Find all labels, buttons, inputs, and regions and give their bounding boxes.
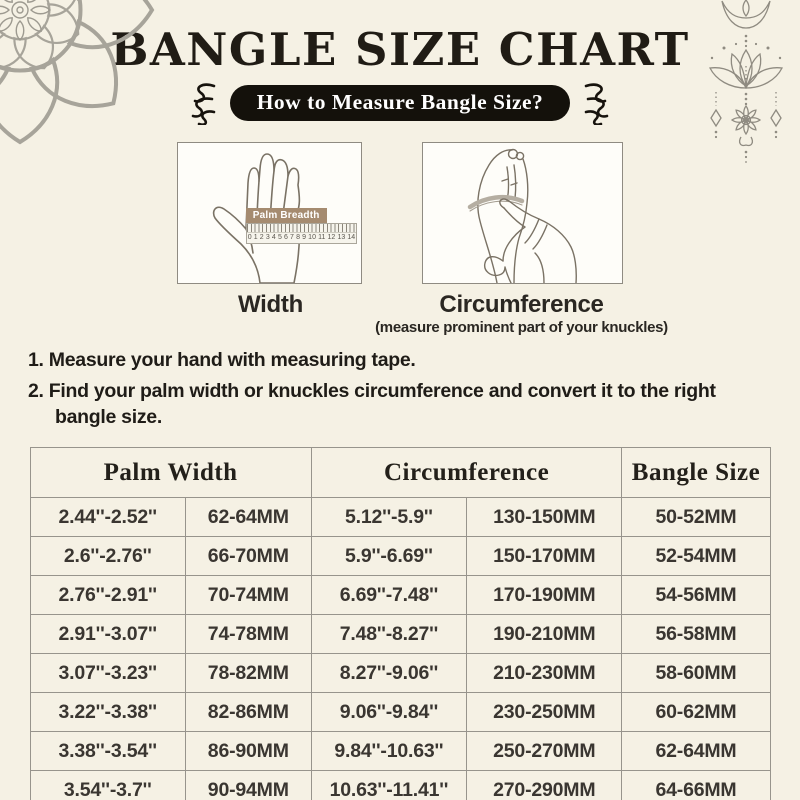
table-cell: 10.63''-11.41''	[311, 771, 466, 800]
ruler-number: 6	[283, 233, 288, 241]
ruler-number: 9	[302, 233, 307, 241]
table-row	[30, 615, 770, 654]
size-table	[30, 447, 771, 800]
table-cell: 210-230MM	[467, 654, 622, 693]
circumference-header: Circumference	[311, 448, 622, 498]
ruler-number: 4	[271, 233, 276, 241]
how-to-measure-badge: How to Measure Bangle Size?	[230, 85, 571, 121]
table-cell: 150-170MM	[467, 537, 622, 576]
table-row	[30, 537, 770, 576]
ruler-number: 13	[337, 233, 346, 241]
ruler-number: 7	[290, 233, 294, 241]
ruler-number: 11	[318, 233, 326, 241]
table-cell: 3.54''-3.7''	[30, 771, 185, 800]
ruler-numbers	[247, 233, 357, 243]
ruler-ticks	[247, 224, 357, 233]
circumference-caption: Circumference	[439, 291, 604, 319]
table-cell: 2.91''-3.07''	[30, 615, 185, 654]
table-cell: 86-90MM	[185, 732, 311, 771]
table-cell: 170-190MM	[467, 576, 622, 615]
caption-row	[0, 291, 800, 337]
table-cell: 130-150MM	[467, 498, 622, 537]
table-cell: 9.06''-9.84''	[311, 693, 466, 732]
table-cell: 9.84''-10.63''	[311, 732, 466, 771]
table-cell: 3.07''-3.23''	[30, 654, 185, 693]
palm-breadth-label: Palm Breadth	[246, 208, 327, 223]
table-cell: 54-56MM	[622, 576, 770, 615]
table-cell: 64-66MM	[622, 771, 770, 800]
table-row	[30, 576, 770, 615]
table-row	[30, 498, 770, 537]
table-cell: 52-54MM	[622, 537, 770, 576]
table-row	[30, 693, 770, 732]
table-cell: 66-70MM	[185, 537, 311, 576]
page-title: BANGLE SIZE CHART	[110, 23, 690, 76]
table-cell: 56-58MM	[622, 615, 770, 654]
table-header-row	[30, 448, 770, 498]
bangle-size-header: Bangle Size	[622, 448, 770, 498]
table-cell: 250-270MM	[467, 732, 622, 771]
ruler-number: 8	[296, 233, 300, 241]
palm-width-header: Palm Width	[30, 448, 311, 498]
table-cell: 190-210MM	[467, 615, 622, 654]
circumference-illustration	[422, 142, 623, 284]
table-cell: 7.48''-8.27''	[311, 615, 466, 654]
instructions	[28, 348, 760, 430]
table-cell: 60-62MM	[622, 693, 770, 732]
table-cell: 78-82MM	[185, 654, 311, 693]
width-caption: Width	[238, 291, 303, 319]
table-cell: 3.38''-3.54''	[30, 732, 185, 771]
table-cell: 58-60MM	[622, 654, 770, 693]
table-row	[30, 771, 770, 800]
table-cell: 230-250MM	[467, 693, 622, 732]
table-cell: 82-86MM	[185, 693, 311, 732]
table-cell: 2.76''-2.91''	[30, 576, 185, 615]
ruler-number: 1	[253, 233, 258, 241]
table-cell: 90-94MM	[185, 771, 311, 800]
illustrations-row	[0, 142, 800, 284]
width-illustration	[177, 142, 362, 284]
instruction-step-1: 1. Measure your hand with measuring tape.	[28, 349, 416, 372]
table-cell: 70-74MM	[185, 576, 311, 615]
table-cell: 2.44''-2.52''	[30, 498, 185, 537]
table-cell: 8.27''-9.06''	[311, 654, 466, 693]
ruler-number: 0	[247, 233, 252, 241]
ruler-number: 10	[308, 233, 316, 241]
instruction-step-2: 2. Find your palm width or knuckles circumference and convert it to the right bangle size.	[28, 379, 716, 428]
ruler-number: 3	[265, 233, 270, 241]
badge-row	[0, 83, 800, 123]
table-row	[30, 732, 770, 771]
table-cell: 270-290MM	[467, 771, 622, 800]
table-cell: 74-78MM	[185, 615, 311, 654]
table-cell: 50-52MM	[622, 498, 770, 537]
table-cell: 62-64MM	[185, 498, 311, 537]
table-cell: 62-64MM	[622, 732, 770, 771]
table-row	[30, 654, 770, 693]
flourish-left-icon	[184, 81, 218, 125]
ruler-number: 12	[327, 233, 336, 241]
pinched-hand-with-tape-icon	[423, 143, 622, 283]
table-cell: 2.6''-2.76''	[30, 537, 185, 576]
table-cell: 5.12''-5.9''	[311, 498, 466, 537]
table-cell: 5.9''-6.69''	[311, 537, 466, 576]
ruler	[246, 205, 358, 244]
ruler-number: 5	[277, 233, 282, 241]
flourish-right-icon	[582, 81, 616, 125]
ruler-body	[246, 223, 358, 244]
ruler-number: 14	[347, 233, 356, 241]
ruler-number: 2	[259, 233, 264, 241]
circumference-subcaption: (measure prominent part of your knuckles)	[375, 319, 668, 337]
table-cell: 3.22''-3.38''	[30, 693, 185, 732]
table-cell: 6.69''-7.48''	[311, 576, 466, 615]
